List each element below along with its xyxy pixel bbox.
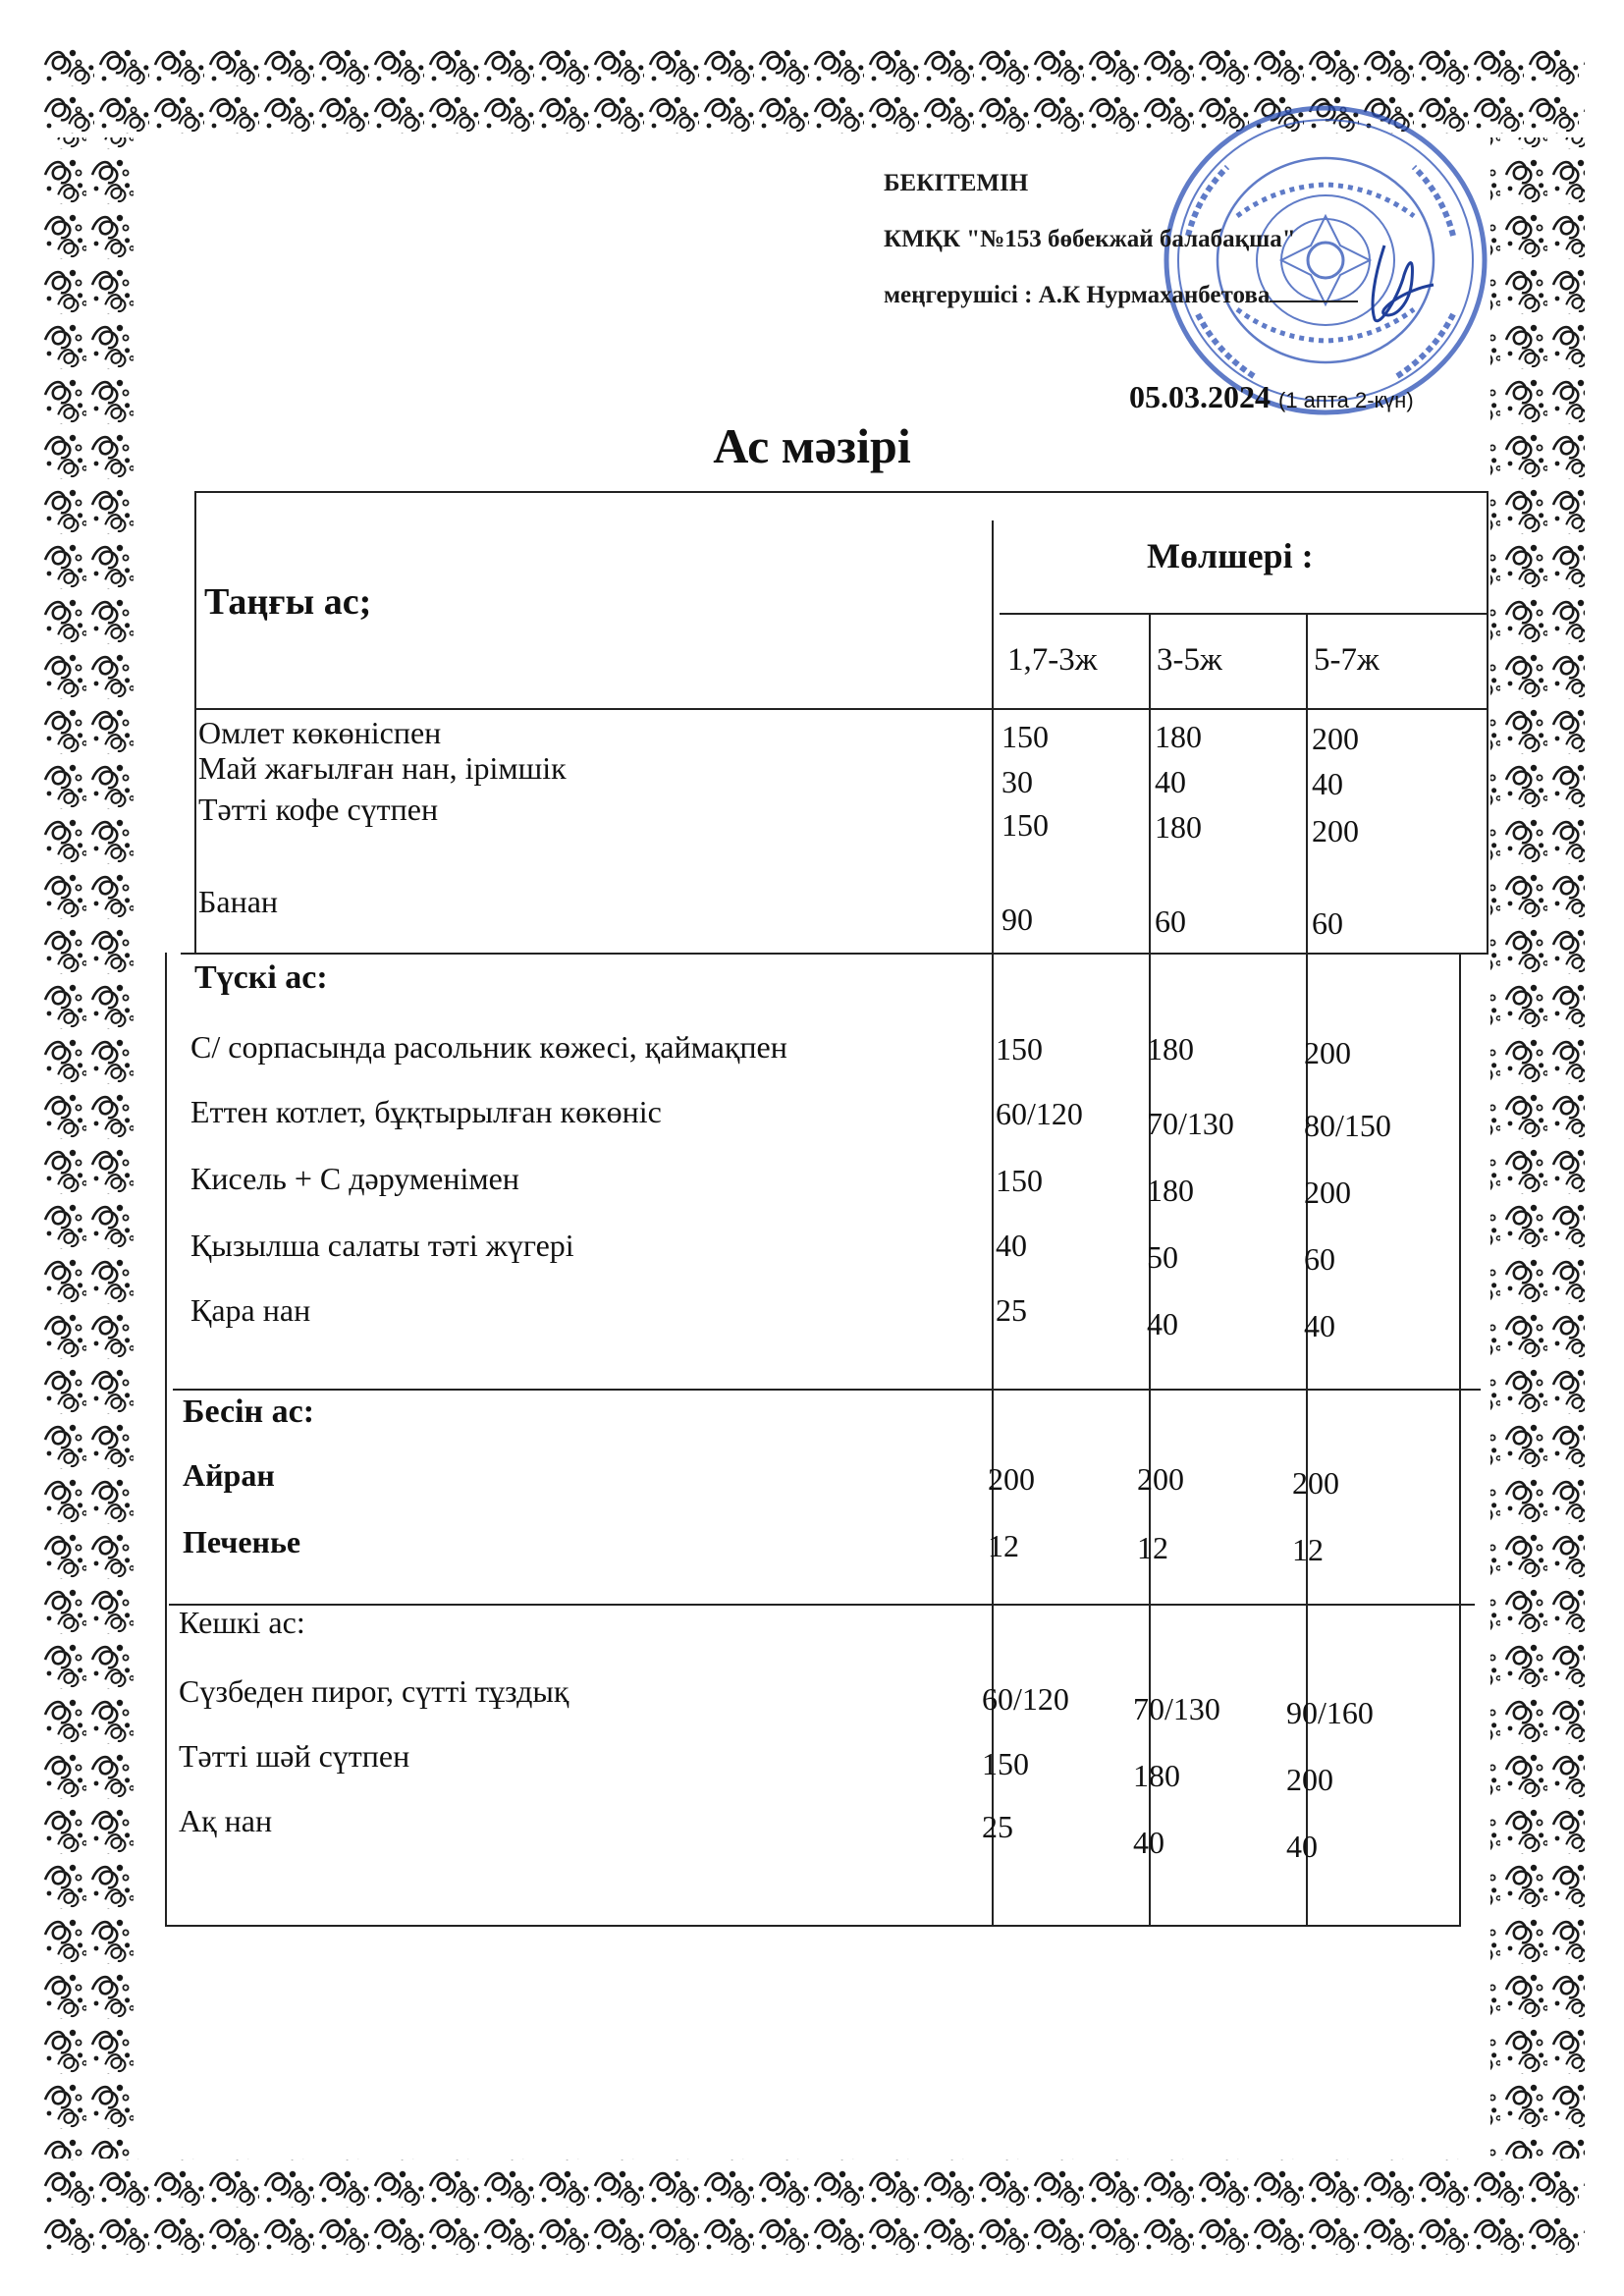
qty-cell: 50 xyxy=(1147,1239,1178,1275)
breakfast-title: Таңғы ас; xyxy=(204,581,372,623)
qty-cell: 150 xyxy=(982,1746,1029,1781)
table-border-right-lower xyxy=(1459,953,1461,1927)
age-group-3: 5-7ж xyxy=(1314,642,1380,678)
director-name: меңгерушісі : А.К Нурмаханбетова xyxy=(884,282,1271,308)
qty-cell: 150 xyxy=(996,1163,1043,1198)
table-border-left xyxy=(194,491,196,953)
dinner-item: Ақ нан xyxy=(179,1803,273,1838)
qty-cell: 180 xyxy=(1147,1031,1194,1066)
breakfast-item: Банан xyxy=(198,884,279,919)
qty-cell: 90 xyxy=(1001,902,1033,937)
lunch-title: Түскі ас: xyxy=(194,959,328,996)
approval-heading: БЕКІТЕМІН xyxy=(884,170,1029,196)
qty-cell: 180 xyxy=(1155,719,1202,754)
qty-cell: 70/130 xyxy=(1133,1691,1220,1726)
page-title: Ас мәзірі xyxy=(713,418,911,473)
qty-cell: 200 xyxy=(1304,1035,1351,1070)
qty-cell: 200 xyxy=(988,1461,1035,1497)
qty-cell: 150 xyxy=(996,1031,1043,1066)
qty-cell: 25 xyxy=(996,1292,1027,1328)
qty-cell: 60 xyxy=(1304,1241,1335,1277)
qty-cell: 12 xyxy=(1292,1532,1324,1567)
age-group-2: 3-5ж xyxy=(1157,642,1222,678)
table-border-bottom xyxy=(165,1925,1461,1927)
dinner-title: Кешкі ас: xyxy=(179,1605,305,1640)
qty-cell: 90/160 xyxy=(1286,1695,1374,1730)
header-quantity-divider xyxy=(1000,613,1489,615)
approval-organization: КМҚК "№153 бөбекжай балабақша" xyxy=(884,226,1296,252)
breakfast-item: Тәтті кофе сүтпен xyxy=(198,792,439,827)
menu-date xyxy=(1129,379,1414,415)
qty-cell: 150 xyxy=(1001,719,1049,754)
quantity-header: Мөлшері : xyxy=(1147,536,1314,575)
lunch-item: Қызылша салаты тәті жүгері xyxy=(190,1228,574,1263)
qty-cell: 180 xyxy=(1155,809,1202,845)
qty-cell: 40 xyxy=(1133,1825,1164,1860)
snack-title: Бесін ас: xyxy=(183,1394,315,1430)
lunch-bottom xyxy=(173,1389,1481,1391)
qty-cell: 70/130 xyxy=(1147,1106,1234,1141)
qty-cell: 200 xyxy=(1286,1762,1333,1797)
age-group-1: 1,7-3ж xyxy=(1007,642,1098,678)
table-border-top xyxy=(194,491,1489,493)
qty-cell: 30 xyxy=(1001,764,1033,799)
lunch-item: Кисель + С дәруменімен xyxy=(190,1161,519,1196)
lunch-item: Еттен котлет, бұқтырылған көкөніс xyxy=(190,1094,662,1129)
approval-block xyxy=(884,155,1358,323)
table-border-right xyxy=(1487,491,1489,953)
qty-cell: 200 xyxy=(1292,1465,1339,1501)
qty-cell: 200 xyxy=(1312,813,1359,848)
snack-item: Айран xyxy=(183,1457,275,1493)
breakfast-bottom xyxy=(181,953,1489,955)
qty-cell: 60 xyxy=(1155,903,1186,939)
qty-cell: 40 xyxy=(1286,1829,1318,1864)
qty-cell: 200 xyxy=(1312,721,1359,756)
qty-cell: 200 xyxy=(1137,1461,1184,1497)
qty-cell: 40 xyxy=(996,1228,1027,1263)
qty-cell: 12 xyxy=(988,1528,1019,1563)
signature-line xyxy=(1270,281,1358,302)
qty-cell: 40 xyxy=(1312,766,1343,801)
qty-cell: 40 xyxy=(1147,1306,1178,1341)
qty-cell: 60 xyxy=(1312,905,1343,941)
breakfast-item: Май жағылған нан, ірімшік xyxy=(198,750,567,786)
dinner-item: Сүзбеден пирог, сүтті тұздық xyxy=(179,1673,569,1709)
lunch-item: С/ сорпасында расольник көжесі, қаймақпен xyxy=(190,1029,787,1065)
qty-cell: 180 xyxy=(1147,1173,1194,1208)
director-signature xyxy=(1355,236,1443,334)
snack-bottom xyxy=(169,1604,1475,1606)
date-value: 05.03.2024 xyxy=(1129,379,1271,414)
menu-table xyxy=(165,491,1489,1927)
qty-cell: 180 xyxy=(1133,1758,1180,1793)
qty-cell: 60/120 xyxy=(996,1096,1083,1131)
qty-cell: 60/120 xyxy=(982,1681,1069,1717)
qty-cell: 40 xyxy=(1155,764,1186,799)
qty-cell: 40 xyxy=(1304,1308,1335,1343)
snack-item: Печенье xyxy=(183,1524,301,1559)
breakfast-item: Омлет көкөніспен xyxy=(198,715,442,750)
dinner-item: Тәтті шәй сүтпен xyxy=(179,1738,410,1774)
table-border-left-lower xyxy=(165,953,167,1927)
qty-cell: 80/150 xyxy=(1304,1108,1391,1143)
qty-cell: 200 xyxy=(1304,1175,1351,1210)
approval-director xyxy=(884,267,1358,323)
qty-cell: 25 xyxy=(982,1809,1013,1844)
qty-cell: 150 xyxy=(1001,807,1049,843)
qty-cell: 12 xyxy=(1137,1530,1168,1565)
header-bottom xyxy=(194,708,1489,710)
lunch-item: Қара нан xyxy=(190,1292,311,1328)
week-day: (1 апта 2-күн) xyxy=(1278,388,1414,412)
